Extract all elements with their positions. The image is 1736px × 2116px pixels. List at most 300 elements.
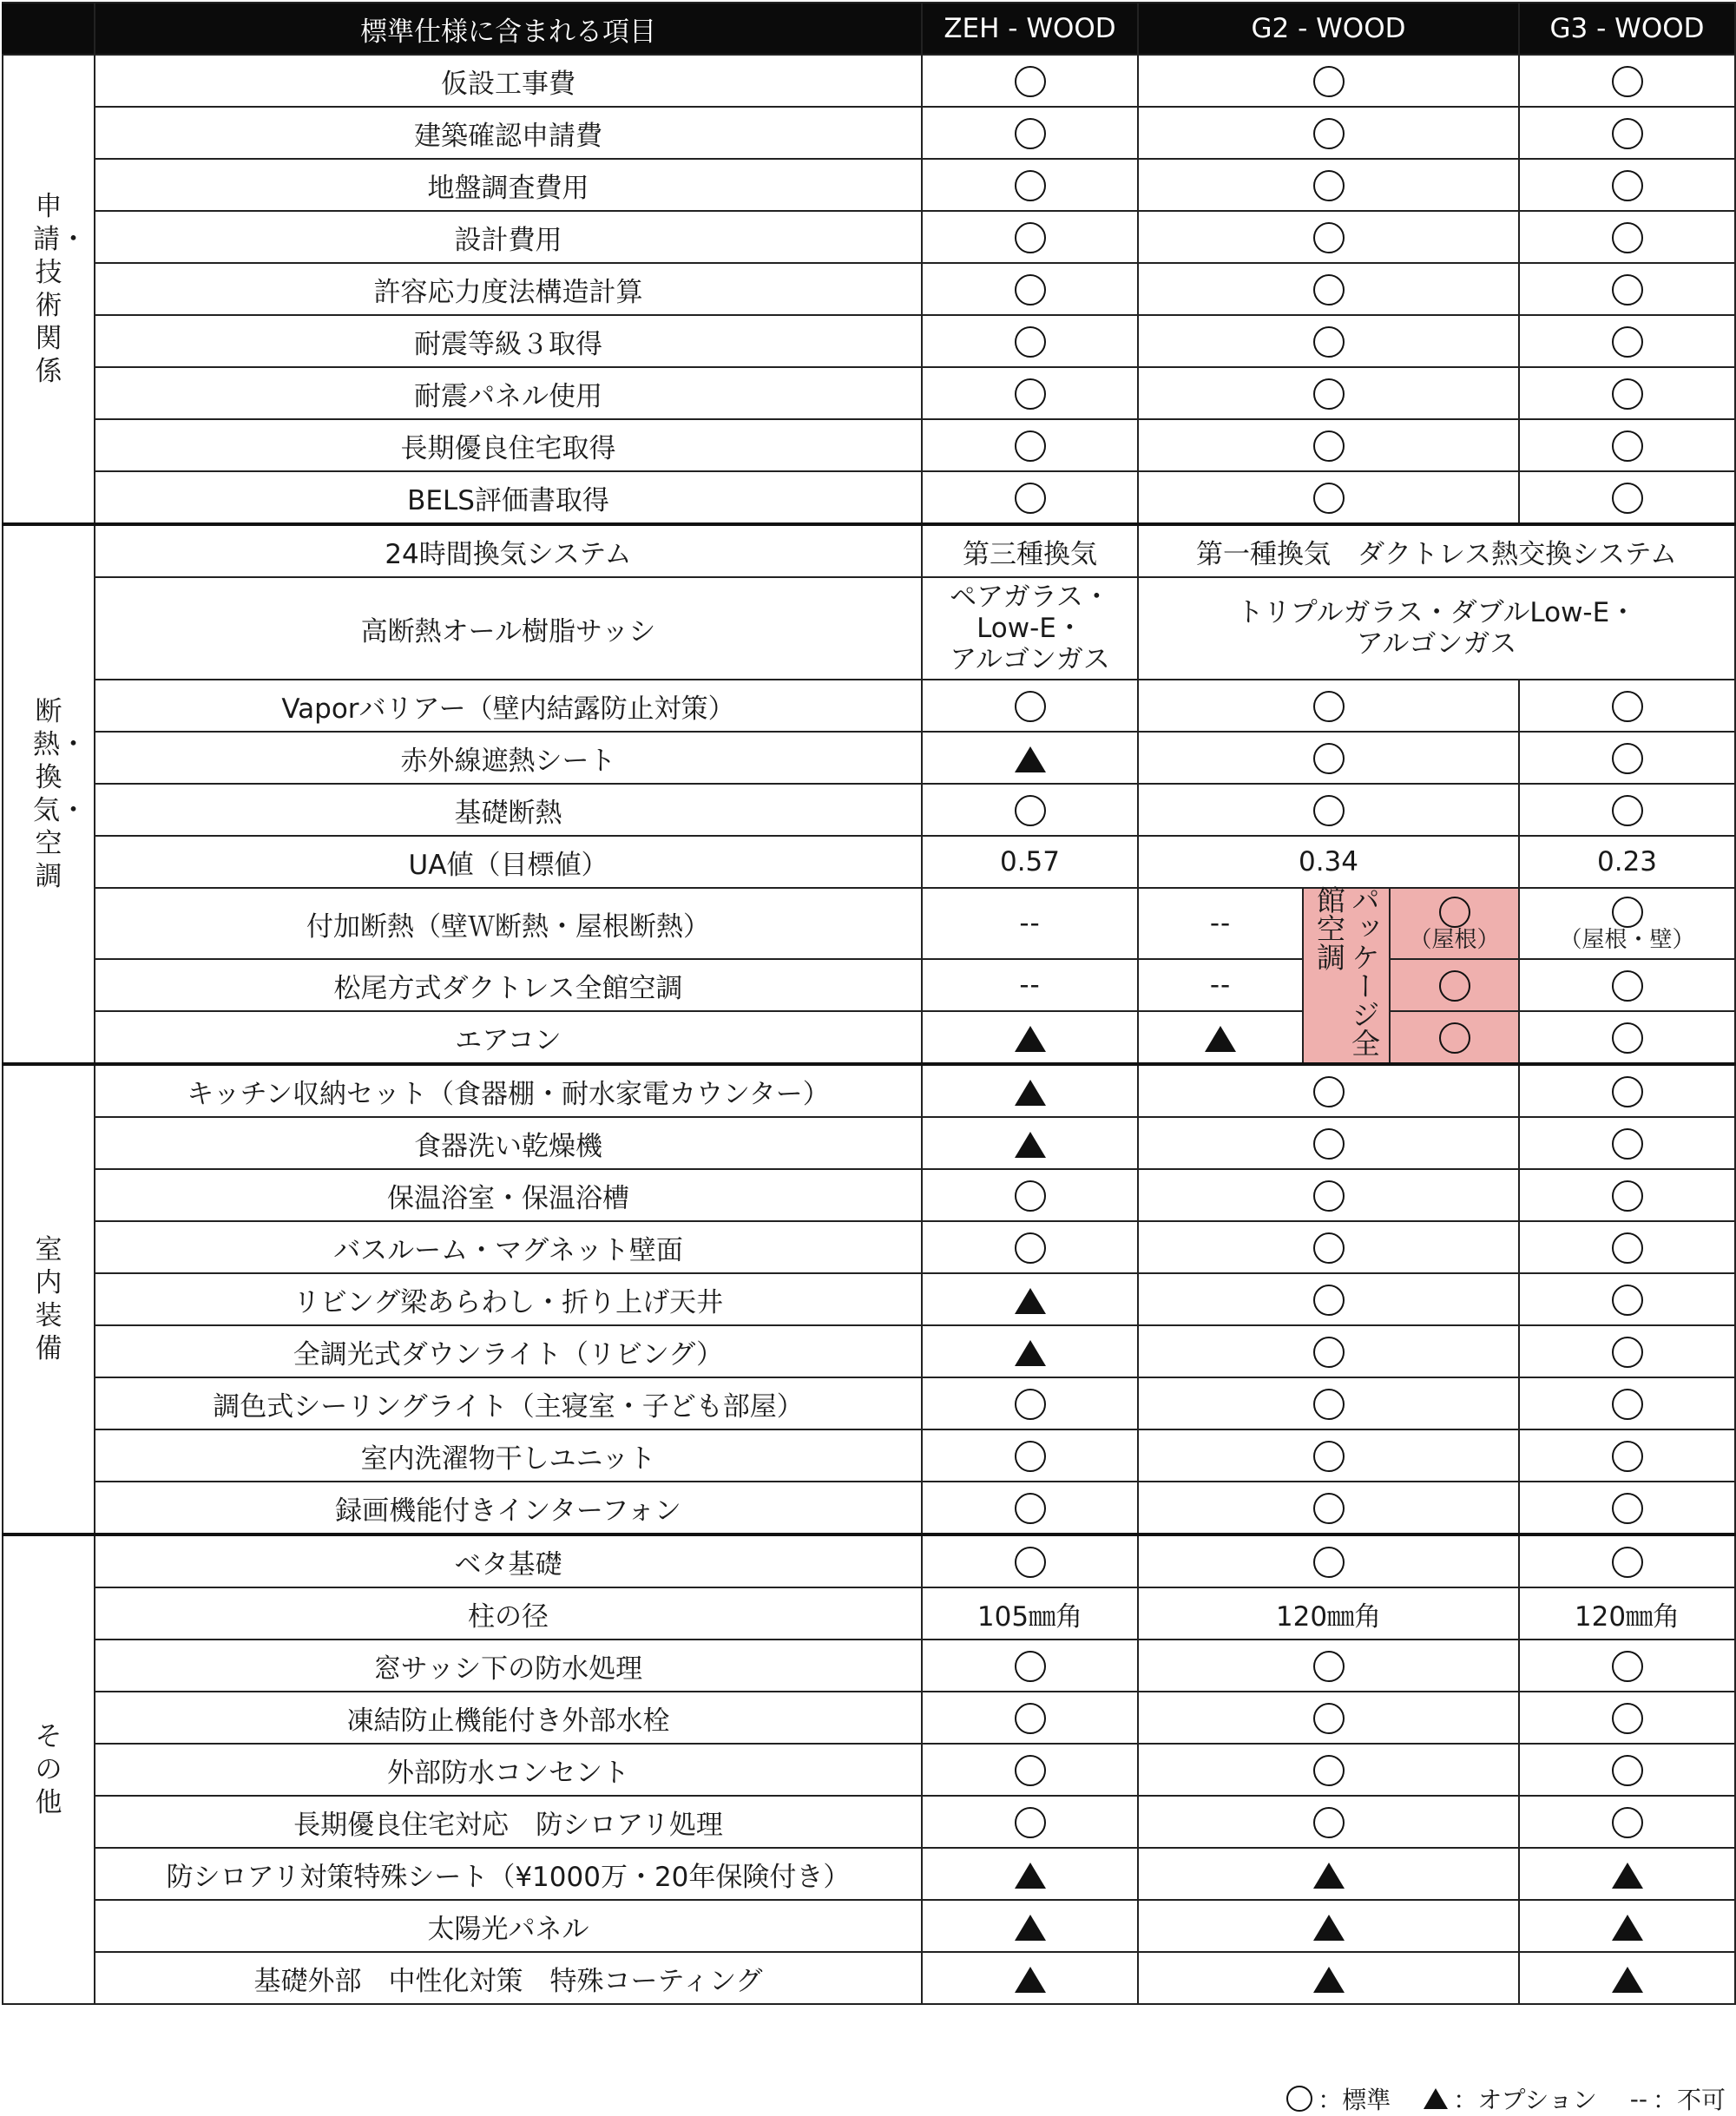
circle-standard-icon (1015, 274, 1046, 306)
cell-zeh (922, 1848, 1138, 1900)
circle-standard-icon (1313, 170, 1345, 201)
circle-standard-icon (1612, 430, 1643, 462)
triangle-option-icon (1313, 1863, 1345, 1889)
cell-zeh (922, 1429, 1138, 1482)
legend-standard (1286, 2081, 1391, 2116)
cell-g3 (1519, 1011, 1735, 1064)
triangle-option-icon (1205, 1026, 1236, 1052)
circle-standard-icon (1015, 1651, 1046, 1682)
cell-zeh: -- (922, 959, 1138, 1011)
table-row (3, 107, 1735, 159)
circle-standard-icon (1015, 1807, 1046, 1838)
cell-zeh (922, 1692, 1138, 1744)
circle-standard-icon (1015, 1493, 1046, 1524)
cell-zeh (922, 1377, 1138, 1429)
cell-g3 (1519, 1377, 1735, 1429)
g2g3-sash-line-1: トリプルガラス・ダブルLow-E・ (1236, 597, 1637, 628)
cell-zeh (922, 1325, 1138, 1377)
cell-g3 (1519, 1325, 1735, 1377)
cell-g2 (1138, 1640, 1519, 1692)
circle-standard-icon (1612, 795, 1643, 826)
table-row (3, 1796, 1735, 1848)
circle-standard-icon (1313, 743, 1345, 774)
cell-zeh (922, 1011, 1138, 1064)
triangle-option-icon (1424, 2088, 1448, 2109)
cell-zeh (922, 159, 1138, 211)
circle-standard-icon (1313, 1493, 1345, 1524)
cell-zeh (922, 211, 1138, 263)
cell-g2 (1138, 1744, 1519, 1796)
cell-g3 (1519, 1534, 1735, 1587)
triangle-option-icon (1015, 1080, 1046, 1106)
table-row (3, 577, 1735, 680)
cell-g2 (1138, 1064, 1519, 1117)
cell-zeh (922, 1534, 1138, 1587)
row-label: 仮設工事費 (95, 55, 922, 107)
cell-zeh (922, 367, 1138, 419)
cell-g2-package (1390, 888, 1519, 959)
row-label: 長期優良住宅取得 (95, 419, 922, 471)
table-row (3, 263, 1735, 315)
circle-standard-icon (1015, 66, 1046, 97)
circle-standard-icon (1015, 1547, 1046, 1578)
cell-g3 (1519, 367, 1735, 419)
table-row (3, 680, 1735, 732)
circle-standard-icon (1313, 222, 1345, 253)
legend-option (1424, 2081, 1596, 2116)
cell-g2 (1138, 315, 1519, 367)
legend (1286, 2081, 1726, 2116)
triangle-option-icon (1313, 1915, 1345, 1941)
cell-g2 (1138, 1429, 1519, 1482)
circle-standard-icon (1612, 170, 1643, 201)
circle-standard-icon (1015, 795, 1046, 826)
circle-standard-icon (1612, 1285, 1643, 1316)
cell-zeh (922, 1796, 1138, 1848)
package-aircon-label: パッケージ全館空調 (1312, 885, 1381, 1057)
table-row (3, 1011, 1735, 1064)
cell-zeh (922, 1744, 1138, 1796)
table-row (3, 1273, 1735, 1325)
cell-g2-base: -- (1138, 888, 1303, 959)
table-row (3, 1429, 1735, 1482)
cell-g3 (1519, 1221, 1735, 1273)
cell-g2 (1138, 419, 1519, 471)
table-row (3, 1482, 1735, 1534)
zeh-sash-line-2: Low-E・ (976, 613, 1083, 644)
row-label: 赤外線遮熱シート (95, 732, 922, 784)
cell-zeh (922, 1117, 1138, 1169)
circle-standard-icon (1313, 1076, 1345, 1107)
cell-g3 (1519, 1429, 1735, 1482)
table-row (3, 315, 1735, 367)
row-label: エアコン (95, 1011, 922, 1064)
row-label: 高断熱オール樹脂サッシ (95, 577, 922, 680)
triangle-option-icon (1015, 1863, 1046, 1889)
cell-g2 (1138, 263, 1519, 315)
row-label: 建築確認申請費 (95, 107, 922, 159)
cell-g2 (1138, 471, 1519, 524)
circle-standard-icon (1313, 1547, 1345, 1578)
cell-g2 (1138, 367, 1519, 419)
cell-g2 (1138, 1273, 1519, 1325)
circle-standard-icon (1612, 1076, 1643, 1107)
table-row (3, 1534, 1735, 1587)
cell-g2-base: -- (1138, 959, 1303, 1011)
row-label: 松尾方式ダクトレス全館空調 (95, 959, 922, 1011)
circle-standard-icon (1313, 378, 1345, 410)
cell-g3 (1519, 471, 1735, 524)
circle-standard-icon (1612, 970, 1643, 1002)
cell-g2-g3: 第一種換気 ダクトレス熱交換システム (1138, 524, 1735, 577)
table-row (3, 1587, 1735, 1640)
row-label: 24時間換気システム (95, 524, 922, 577)
circle-standard-icon (1313, 1807, 1345, 1838)
ua-value-g3: 0.23 (1519, 836, 1735, 888)
cell-zeh (922, 1064, 1138, 1117)
cell-g3 (1519, 784, 1735, 836)
cell-zeh (922, 1221, 1138, 1273)
cell-g2 (1138, 1900, 1519, 1952)
table-row (3, 888, 1735, 959)
row-label: 全調光式ダウンライト（リビング） (95, 1325, 922, 1377)
table-row (3, 1640, 1735, 1692)
circle-standard-icon (1612, 1128, 1643, 1160)
category-other: その他 (3, 1534, 95, 2004)
cell-g3 (1519, 159, 1735, 211)
zeh-sash-line-1: ペアガラス・ (950, 582, 1110, 613)
circle-standard-icon (1439, 1022, 1470, 1054)
circle-standard-icon (1612, 691, 1643, 722)
cell-g3 (1519, 680, 1735, 732)
header-g2-wood: G2 - WOOD (1138, 3, 1519, 55)
cell-zeh (922, 1273, 1138, 1325)
row-label: 基礎断熱 (95, 784, 922, 836)
circle-standard-icon (1286, 2086, 1312, 2112)
circle-standard-icon (1612, 897, 1643, 928)
cell-g3 (1519, 959, 1735, 1011)
cell-g3 (1519, 1064, 1735, 1117)
zeh-sash-line-3: アルゴンガス (950, 644, 1110, 675)
circle-standard-icon (1015, 691, 1046, 722)
circle-standard-icon (1015, 170, 1046, 201)
cell-g3 (1519, 1169, 1735, 1221)
row-label: UA値（目標値） (95, 836, 922, 888)
g2g3-sash-line-2: アルゴンガス (1356, 628, 1517, 660)
table-row (3, 211, 1735, 263)
row-label: 窓サッシ下の防水処理 (95, 1640, 922, 1692)
cell-g2 (1138, 1221, 1519, 1273)
row-label: 許容応力度法構造計算 (95, 263, 922, 315)
cell-g2 (1138, 732, 1519, 784)
header-zeh-wood: ZEH - WOOD (922, 3, 1138, 55)
circle-standard-icon (1015, 1441, 1046, 1472)
table-header-row (3, 3, 1735, 55)
triangle-option-icon (1612, 1915, 1643, 1941)
cell-zeh (922, 680, 1138, 732)
table-row (3, 1952, 1735, 2004)
cell-g2 (1138, 159, 1519, 211)
triangle-option-icon (1015, 1026, 1046, 1052)
table-row (3, 471, 1735, 524)
cell-zeh (922, 1640, 1138, 1692)
circle-standard-icon (1015, 483, 1046, 514)
circle-standard-icon (1313, 118, 1345, 149)
legend-na-label: ：不可 (1652, 2086, 1726, 2114)
cell-g3 (1519, 263, 1735, 315)
cell-g3 (1519, 1900, 1735, 1952)
triangle-option-icon (1612, 1967, 1643, 1993)
cell-zeh: 第三種換気 (922, 524, 1138, 577)
circle-standard-icon (1612, 274, 1643, 306)
cell-g3 (1519, 732, 1735, 784)
circle-standard-icon (1313, 1180, 1345, 1212)
category-interior: 室内装備 (3, 1064, 95, 1534)
circle-standard-icon (1313, 274, 1345, 306)
triangle-option-icon (1015, 746, 1046, 772)
cell-zeh (922, 55, 1138, 107)
circle-standard-icon (1612, 1022, 1643, 1054)
circle-standard-icon (1612, 1755, 1643, 1786)
triangle-option-icon (1015, 1340, 1046, 1366)
row-label: 調色式シーリングライト（主寝室・子ども部屋） (95, 1377, 922, 1429)
cell-zeh (922, 1952, 1138, 2004)
triangle-option-icon (1612, 1863, 1643, 1889)
legend-standard-label: ：標準 (1318, 2086, 1391, 2114)
legend-option-label: ：オプション (1453, 2086, 1597, 2114)
table-row (3, 1169, 1735, 1221)
circle-standard-icon (1313, 1389, 1345, 1420)
row-label: 太陽光パネル (95, 1900, 922, 1952)
cell-g2 (1138, 1692, 1519, 1744)
row-label: 長期優良住宅対応 防シロアリ処理 (95, 1796, 922, 1848)
circle-standard-icon (1313, 1703, 1345, 1734)
cell-g2 (1138, 1117, 1519, 1169)
row-label: 食器洗い乾燥機 (95, 1117, 922, 1169)
row-label: バスルーム・マグネット壁面 (95, 1221, 922, 1273)
header-item-column: 標準仕様に含まれる項目 (95, 3, 922, 55)
circle-standard-icon (1313, 326, 1345, 358)
spec-comparison-table (2, 2, 1736, 2005)
circle-standard-icon (1612, 1337, 1643, 1368)
row-label: Vaporバリアー（壁内結露防止対策） (95, 680, 922, 732)
cell-g3 (1519, 1117, 1735, 1169)
circle-standard-icon (1015, 378, 1046, 410)
row-label: 付加断熱（壁Ｗ断熱・屋根断熱） (95, 888, 922, 959)
circle-standard-icon (1612, 326, 1643, 358)
circle-standard-icon (1439, 970, 1470, 1002)
cell-g2 (1138, 211, 1519, 263)
circle-standard-icon (1612, 222, 1643, 253)
row-label: キッチン収納セット（食器棚・耐水家電カウンター） (95, 1064, 922, 1117)
table-row (3, 1064, 1735, 1117)
cell-zeh: -- (922, 888, 1138, 959)
row-label: 室内洗濯物干しユニット (95, 1429, 922, 1482)
row-label: ベタ基礎 (95, 1534, 922, 1587)
circle-standard-icon (1612, 1807, 1643, 1838)
cell-zeh (922, 1169, 1138, 1221)
circle-standard-icon (1439, 897, 1470, 928)
circle-standard-icon (1015, 1180, 1046, 1212)
column-size-zeh: 105㎜角 (922, 1587, 1138, 1640)
circle-standard-icon (1313, 1232, 1345, 1264)
category-insulation: 断熱・換気・空調 (3, 524, 95, 1064)
table-row (3, 1900, 1735, 1952)
row-label: 設計費用 (95, 211, 922, 263)
cell-zeh (922, 263, 1138, 315)
column-size-g3: 120㎜角 (1519, 1587, 1735, 1640)
triangle-option-icon (1015, 1132, 1046, 1158)
circle-standard-icon (1612, 118, 1643, 149)
cell-g2-g3 (1138, 577, 1735, 680)
cell-g2 (1138, 1482, 1519, 1534)
circle-standard-icon (1612, 1493, 1643, 1524)
circle-standard-icon (1015, 118, 1046, 149)
table-row (3, 1221, 1735, 1273)
circle-standard-icon (1313, 1651, 1345, 1682)
circle-standard-icon (1313, 483, 1345, 514)
table-row (3, 959, 1735, 1011)
row-label: 防シロアリ対策特殊シート（¥1000万・20年保険付き） (95, 1848, 922, 1900)
circle-standard-icon (1015, 430, 1046, 462)
table-row (3, 1744, 1735, 1796)
circle-standard-icon (1612, 1441, 1643, 1472)
row-label: 外部防水コンセント (95, 1744, 922, 1796)
cell-g3 (1519, 1952, 1735, 2004)
header-g3-wood: G3 - WOOD (1519, 3, 1735, 55)
cell-g2 (1138, 55, 1519, 107)
package-roof-note: （屋根） (1409, 926, 1500, 953)
circle-standard-icon (1015, 1232, 1046, 1264)
triangle-option-icon (1015, 1915, 1046, 1941)
cell-g3 (1519, 211, 1735, 263)
circle-standard-icon (1313, 1285, 1345, 1316)
cell-g3 (1519, 1744, 1735, 1796)
cell-g2 (1138, 107, 1519, 159)
cell-g2 (1138, 680, 1519, 732)
table-row (3, 524, 1735, 577)
cell-zeh (922, 471, 1138, 524)
circle-standard-icon (1313, 1128, 1345, 1160)
circle-standard-icon (1015, 1755, 1046, 1786)
cell-g3 (1519, 315, 1735, 367)
cell-g2 (1138, 1796, 1519, 1848)
cell-g3 (1519, 1640, 1735, 1692)
ua-value-zeh: 0.57 (922, 836, 1138, 888)
circle-standard-icon (1015, 1389, 1046, 1420)
cell-g3 (1519, 419, 1735, 471)
table-row (3, 419, 1735, 471)
legend-na-symbol: -- (1629, 2084, 1647, 2113)
cell-zeh (922, 577, 1138, 680)
cell-g3 (1519, 107, 1735, 159)
cell-g3 (1519, 888, 1735, 959)
cell-g3 (1519, 1273, 1735, 1325)
circle-standard-icon (1313, 430, 1345, 462)
circle-standard-icon (1015, 1703, 1046, 1734)
cell-zeh (922, 732, 1138, 784)
table-row (3, 1325, 1735, 1377)
circle-standard-icon (1612, 1547, 1643, 1578)
category-application: 申請・技術関係 (3, 55, 95, 524)
cell-zeh (922, 107, 1138, 159)
table-row (3, 836, 1735, 888)
circle-standard-icon (1015, 222, 1046, 253)
cell-zeh (922, 784, 1138, 836)
cell-zeh (922, 1482, 1138, 1534)
cell-g3 (1519, 1796, 1735, 1848)
row-label: 保温浴室・保温浴槽 (95, 1169, 922, 1221)
circle-standard-icon (1015, 326, 1046, 358)
cell-g2 (1138, 1534, 1519, 1587)
row-label: 耐震等級３取得 (95, 315, 922, 367)
circle-standard-icon (1313, 691, 1345, 722)
row-label: 凍結防止機能付き外部水栓 (95, 1692, 922, 1744)
table-row (3, 159, 1735, 211)
cell-g2-base (1138, 1011, 1303, 1064)
circle-standard-icon (1612, 66, 1643, 97)
g3-roof-wall-note: （屋根・壁） (1559, 926, 1695, 953)
table-row (3, 55, 1735, 107)
triangle-option-icon (1015, 1967, 1046, 1993)
circle-standard-icon (1612, 483, 1643, 514)
ua-value-g2: 0.34 (1138, 836, 1519, 888)
circle-standard-icon (1612, 1180, 1643, 1212)
package-aircon-label-cell (1303, 885, 1390, 1064)
table-row (3, 732, 1735, 784)
cell-g3 (1519, 1848, 1735, 1900)
header-corner (3, 3, 95, 55)
circle-standard-icon (1313, 1755, 1345, 1786)
table-row (3, 1377, 1735, 1429)
legend-not-available (1630, 2081, 1726, 2116)
circle-standard-icon (1313, 66, 1345, 97)
cell-g3 (1519, 1482, 1735, 1534)
circle-standard-icon (1612, 743, 1643, 774)
table-row (3, 1692, 1735, 1744)
cell-g2 (1138, 1377, 1519, 1429)
circle-standard-icon (1612, 1232, 1643, 1264)
circle-standard-icon (1612, 378, 1643, 410)
circle-standard-icon (1313, 1441, 1345, 1472)
row-label: 録画機能付きインターフォン (95, 1482, 922, 1534)
row-label: 基礎外部 中性化対策 特殊コーティング (95, 1952, 922, 2004)
cell-g2 (1138, 1169, 1519, 1221)
cell-g3 (1519, 55, 1735, 107)
cell-g2-package (1390, 959, 1519, 1011)
circle-standard-icon (1612, 1389, 1643, 1420)
cell-g3 (1519, 1692, 1735, 1744)
cell-zeh (922, 419, 1138, 471)
circle-standard-icon (1313, 795, 1345, 826)
cell-g2 (1138, 784, 1519, 836)
cell-zeh (922, 315, 1138, 367)
table-row (3, 367, 1735, 419)
row-label: BELS評価書取得 (95, 471, 922, 524)
triangle-option-icon (1313, 1967, 1345, 1993)
column-size-g2: 120㎜角 (1138, 1587, 1519, 1640)
table-row (3, 1848, 1735, 1900)
cell-g2 (1138, 1952, 1519, 2004)
row-label: 柱の径 (95, 1587, 922, 1640)
circle-standard-icon (1313, 1337, 1345, 1368)
row-label: リビング梁あらわし・折り上げ天井 (95, 1273, 922, 1325)
triangle-option-icon (1015, 1288, 1046, 1314)
cell-zeh (922, 1900, 1138, 1952)
cell-g2-package (1390, 1011, 1519, 1064)
row-label: 耐震パネル使用 (95, 367, 922, 419)
table-row (3, 1117, 1735, 1169)
